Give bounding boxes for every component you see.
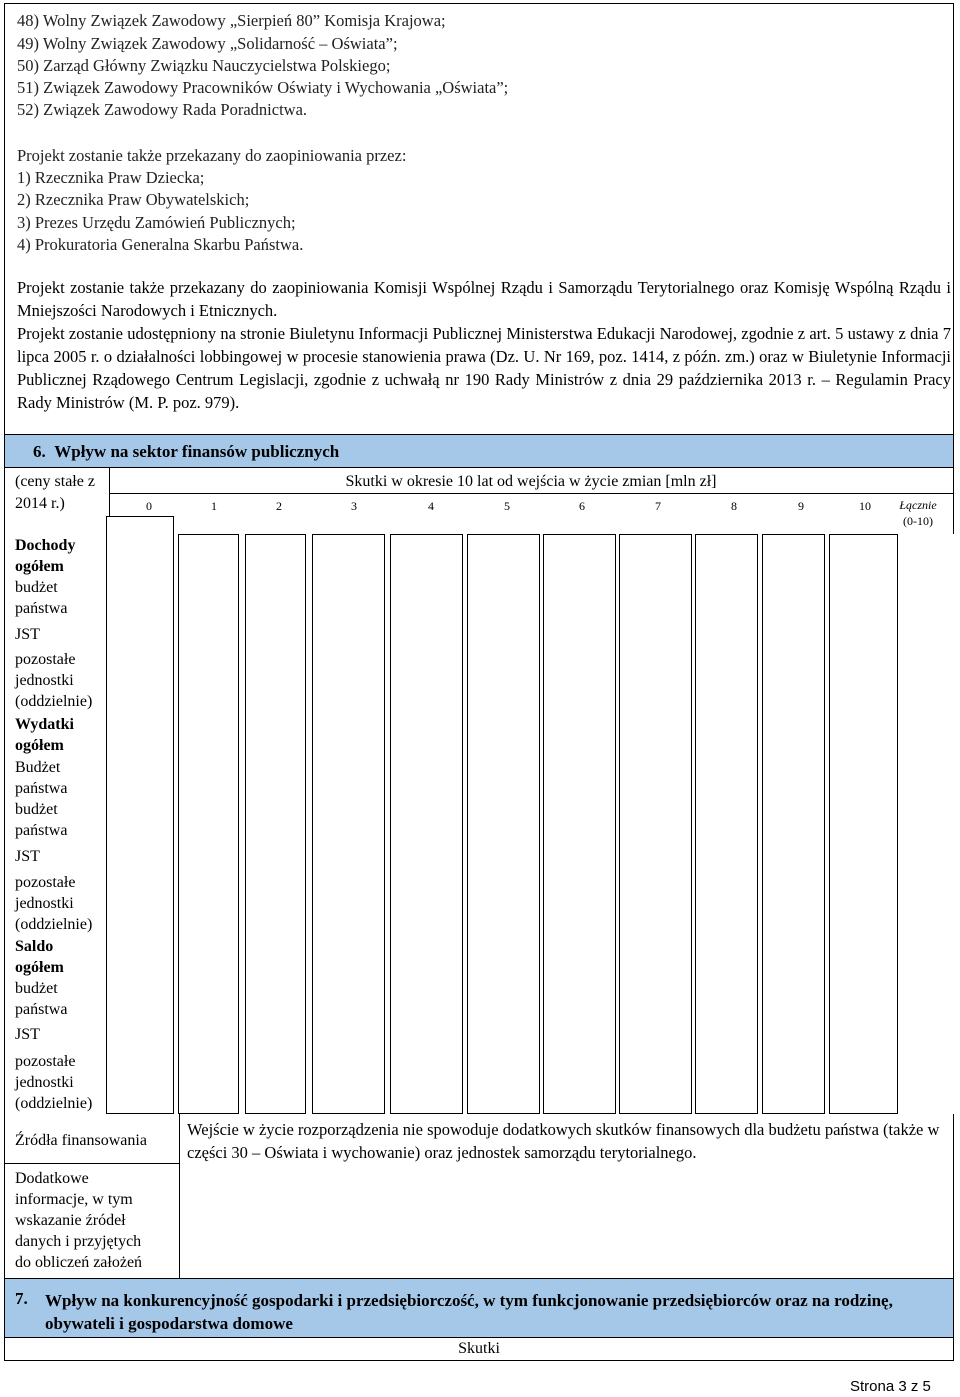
year-header: 9 [798,499,804,513]
table-divider [109,493,953,494]
row-label: państwa [15,600,68,617]
total-header: (0-10) [903,514,933,528]
row-label: państwa [15,1001,68,1018]
row-label: jednostki [15,672,74,689]
list-item: 50) Zarząd Główny Związku Nauczycielstwa Polskiego; [17,56,391,75]
list-item: 52) Związek Zawodowy Rada Poradnictwa. [17,100,308,119]
consult-item: 3) Prezes Urzędu Zamówień Publicznych; [17,213,296,232]
row-label: pozostałe [15,1053,76,1070]
year-header: 0 [146,499,152,513]
section6-title-text: Wpływ na sektor finansów publicznych [54,442,340,461]
row-label: ogółem [15,558,64,575]
section6-number: 6. [33,442,46,461]
consult-item: 1) Rzecznika Praw Dziecka; [17,168,205,187]
row-label: JST [15,848,40,865]
additional-info-label: Dodatkowe [15,1170,89,1187]
year-header: 6 [579,499,585,513]
row-label: jednostki [15,895,74,912]
row-label: jednostki [15,1074,74,1091]
funding-text: Wejście w życie rozporządzenia nie spowoduje dodatkowych skutków finansowych dla budżetu państwa (także w części 30 – Oświata i wychowanie) oraz jednostek samorządu terytorialnego. [187,1120,940,1162]
list-item: 48) Wolny Związek Zawodowy „Sierpień 80” Komisja Krajowa; [17,11,446,30]
consult-item: 4) Prokuratoria Generalna Skarbu Państwa. [17,235,304,254]
section7-header [5,1278,953,1338]
row-label: pozostałe [15,651,76,668]
page-footer: Strona 3 z 5 [850,1378,931,1395]
section6-header [5,434,953,468]
year-header: 3 [351,499,357,513]
section6-title [33,442,339,462]
row-label: JST [15,1026,40,1043]
paragraph-commission: Projekt zostanie także przekazany do zaopiniowania Komisji Wspólnej Rządu i Samorządu Terytorialnego oraz Komisję Wspólną Rządu i Mniejszości Narodowych i Etnicznych. [17,278,951,320]
effects-header: Skutki w okresie 10 lat od wejścia w życie zmian [mln zł] [345,473,717,490]
additional-info-label: wskazanie źródeł [15,1212,126,1229]
row-label: Saldo [15,938,54,955]
data-cell-area [178,534,960,1114]
year-header: 2 [276,499,282,513]
year-header: 10 [859,499,871,513]
table-divider [5,1163,179,1164]
row-label: państwa [15,822,68,839]
row-label: Dochody [15,537,76,554]
data-grid [178,534,960,1114]
table-divider [179,1163,180,1278]
prices-label: 2014 r.) [15,495,65,512]
year-header: 4 [428,499,434,513]
page-frame [4,3,954,1361]
additional-info-label: danych i przyjętych [15,1233,142,1250]
section7-number: 7. [15,1289,28,1308]
row-label: budżet [15,801,58,818]
row-label: Budżet [15,759,61,776]
list-item: 49) Wolny Związek Zawodowy „Solidarność – Oświata”; [17,34,398,53]
row-label: budżet [15,579,58,596]
row-label: (oddzielnie) [15,1095,93,1112]
additional-info-label: do obliczeń założeń [15,1254,143,1271]
section7-subheader: Skutki [458,1340,500,1357]
data-cell-column [106,516,174,1114]
row-label: (oddzielnie) [15,693,93,710]
prices-label: (ceny stałe z [15,473,95,490]
list-item: 51) Związek Zawodowy Pracowników Oświaty i Wychowania „Oświata”; [17,78,509,97]
consult-item: 2) Rzecznika Praw Obywatelskich; [17,190,250,209]
row-label: Wydatki [15,716,74,733]
funding-label: Źródła finansowania [15,1132,147,1149]
row-label: budżet [15,980,58,997]
additional-info-label: informacje, w tym [15,1191,133,1208]
row-label: JST [15,626,40,643]
row-label: ogółem [15,959,64,976]
year-header: 1 [211,499,217,513]
row-label: (oddzielnie) [15,916,93,933]
section7-title: Wpływ na konkurencyjność gospodarki i przedsiębiorczość, w tym funkcjonowanie przedsiębiorców oraz na rodzinę, obywateli i gospodarstwa domowe [45,1291,893,1333]
year-header: 7 [655,499,661,513]
year-header: 8 [731,499,737,513]
consult-intro: Projekt zostanie także przekazany do zaopiniowania przez: [17,146,407,165]
row-label: państwa [15,780,68,797]
row-label: pozostałe [15,874,76,891]
row-label: ogółem [15,737,64,754]
paragraph-publication: Projekt zostanie udostępniony na stronie Biuletynu Informacji Publicznej Ministerstwa Edukacji Narodowej, zgodnie z art. 5 ustawy z dnia 7 lipca 2005 r. o działalności lobbingowej w procesie stanowienia prawa (Dz. U. Nr 169, poz. 1414, z późn. zm.) oraz w Biuletynie Informacji Publicznej Rządowego Centrum Legislacji, zgodnie z uchwałą nr 190 Rady Ministrów z dnia 29 października 2013 r. – Regulamin Pracy Rady Ministrów (M. P. poz. 979). [17,324,951,412]
total-header: Łącznie [899,498,937,512]
year-header: 5 [504,499,510,513]
